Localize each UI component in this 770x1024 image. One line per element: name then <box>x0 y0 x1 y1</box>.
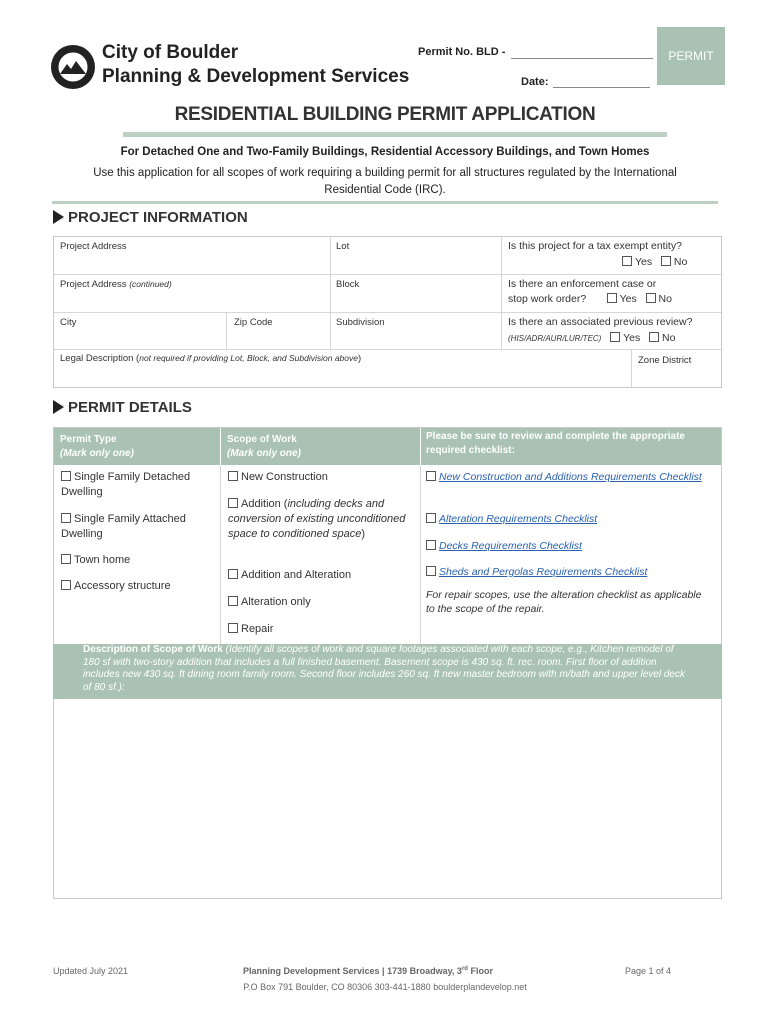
checkbox-icon[interactable] <box>661 256 671 266</box>
project-info-table <box>53 236 722 388</box>
checkbox-icon[interactable] <box>607 293 617 303</box>
scope-addition[interactable]: Addition (including decks and conversion of existing unconditioned space to conditioned space) <box>228 498 406 540</box>
project-address-field[interactable]: Project Address <box>60 241 127 252</box>
permit-type-header: Permit Type (Mark only one) <box>60 434 134 459</box>
checkbox-icon[interactable] <box>649 332 659 342</box>
checklist-link[interactable]: Sheds and Pergolas Requirements Checklist <box>439 566 648 578</box>
enforcement-question: Is there an enforcement case or <box>508 278 657 290</box>
scope-repair[interactable]: Repair <box>228 622 413 637</box>
checkbox-icon[interactable] <box>61 580 71 590</box>
updated-date: Updated July 2021 <box>53 966 129 976</box>
zip-code-field[interactable]: Zip Code <box>234 317 273 328</box>
tax-exempt-options[interactable]: Yes No <box>622 256 687 268</box>
city-field[interactable]: City <box>60 317 77 328</box>
page-number: Page 1 of 4 <box>625 966 672 976</box>
scope-addition-alteration[interactable]: Addition and Alteration <box>228 568 413 583</box>
footer-contact: P.O Box 791 Boulder, CO 80306 303-441-1880 boulderplandevelop.net <box>243 982 527 992</box>
intro-text: Use this application for all scopes of work requiring a building permit for all structures regulated by the International Residential Code (IRC). <box>93 167 677 196</box>
checkbox-icon[interactable] <box>228 569 238 579</box>
previous-review-options[interactable]: (HIS/ADR/AUR/LUR/TEC) Yes No <box>508 332 676 344</box>
checkbox-icon[interactable] <box>426 566 436 576</box>
page-title: RESIDENTIAL BUILDING PERMIT APPLICATION <box>174 104 596 125</box>
checklist-link[interactable]: Decks Requirements Checklist <box>439 540 582 552</box>
checklist-link[interactable]: New Construction and Additions Requirements Checklist <box>439 471 702 483</box>
checkbox-icon[interactable] <box>61 513 71 523</box>
triangle-icon <box>53 400 64 414</box>
checkbox-icon[interactable] <box>426 471 436 481</box>
footer-address: Planning Development Services | 1739 Broadway, 3rd Floor <box>243 966 493 976</box>
legal-description-field[interactable]: Legal Description (not required if providing Lot, Block, and Subdivision above) <box>60 353 362 364</box>
section-heading-project-info: PROJECT INFORMATION <box>53 209 248 226</box>
permit-number-label: Permit No. BLD - <box>418 46 506 58</box>
checklist-sheds-pergolas[interactable] <box>426 565 711 580</box>
checkbox-icon[interactable] <box>228 471 238 481</box>
permit-number-field[interactable] <box>511 58 653 59</box>
lot-field[interactable]: Lot <box>336 241 350 252</box>
project-address-continued-field[interactable]: Project Address (continued) <box>60 279 172 290</box>
permit-type-townhome[interactable]: Town home <box>61 553 216 568</box>
description-instructions: Description of Scope of Work (Identify all scopes of work and square footages associated with each scope, e.g., Kitchen remodel of 180 sf with two-story addition that includes a full finished basement. Basement scope is 430 sq. ft. rec. room. First floor of addition includes new 430 sq. ft dining room family room. Second floor includes 260 sq. ft new master bedroom with m/bath and upper level deck of 80 sf.): <box>83 644 685 693</box>
checkbox-icon[interactable] <box>61 471 71 481</box>
checkbox-icon[interactable] <box>228 623 238 633</box>
scope-of-work-header: Scope of Work (Mark only one) <box>227 434 301 459</box>
divider <box>123 132 667 137</box>
checklist-new-construction[interactable] <box>426 470 711 485</box>
permit-badge: PERMIT <box>657 27 725 85</box>
city-seal-logo <box>50 44 96 90</box>
permit-type-sfa[interactable]: Single Family Attached Dwelling <box>61 513 186 540</box>
checkbox-icon[interactable] <box>646 293 656 303</box>
tax-exempt-question: Is this project for a tax exempt entity? <box>508 240 682 252</box>
checkbox-icon[interactable] <box>622 256 632 266</box>
permit-type-sfd[interactable]: Single Family Detached Dwelling <box>61 471 191 498</box>
scope-alteration-only[interactable]: Alteration only <box>228 595 413 610</box>
section-heading-permit-details: PERMIT DETAILS <box>53 399 192 416</box>
org-name-line1: City of Boulder <box>102 42 239 63</box>
block-field[interactable]: Block <box>336 279 360 290</box>
checkbox-icon[interactable] <box>228 498 238 508</box>
permit-type-accessory[interactable]: Accessory structure <box>61 579 216 594</box>
checkbox-icon[interactable] <box>426 513 436 523</box>
checkbox-icon[interactable] <box>610 332 620 342</box>
divider <box>52 201 718 204</box>
enforcement-question-2[interactable]: stop work order? Yes No <box>508 293 672 305</box>
checkbox-icon[interactable] <box>426 540 436 550</box>
subtitle: For Detached One and Two-Family Buildings, Residential Accessory Buildings, and Town Homes <box>120 146 650 158</box>
zone-district-field[interactable]: Zone District <box>638 355 692 366</box>
date-label: Date: <box>521 76 549 88</box>
date-field[interactable] <box>553 87 650 88</box>
scope-new-construction[interactable]: New Construction <box>228 470 413 485</box>
checklist-header: Please be sure to review and complete the appropriate required checklist: <box>426 431 685 456</box>
checklist-decks[interactable] <box>426 539 711 554</box>
subdivision-field[interactable]: Subdivision <box>336 317 385 328</box>
checklist-alteration[interactable] <box>426 512 711 527</box>
checkbox-icon[interactable] <box>61 554 71 564</box>
description-textarea[interactable] <box>54 699 721 898</box>
previous-review-question: Is there an associated previous review? <box>508 316 693 328</box>
checklist-link[interactable]: Alteration Requirements Checklist <box>439 513 598 525</box>
triangle-icon <box>53 210 64 224</box>
checkbox-icon[interactable] <box>228 596 238 606</box>
org-name-line2: Planning & Development Services <box>102 66 410 87</box>
repair-note: For repair scopes, use the alteration checklist as applicable to the scope of the repair. <box>426 589 702 615</box>
